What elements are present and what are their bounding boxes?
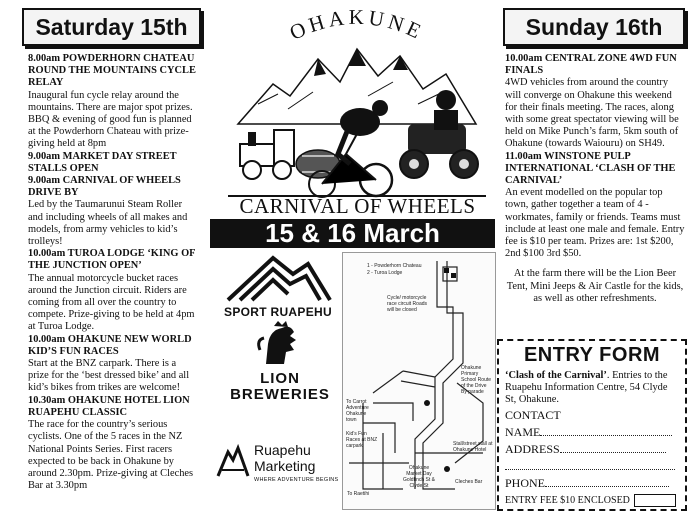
lion-breweries-logo bbox=[224, 320, 336, 403]
event-title: 10.00am TUROA LODGE ‘KING OF THE JUNCTION OPEN’ bbox=[28, 248, 196, 272]
event-king-of-junction bbox=[28, 248, 196, 333]
map-label-cleches: Cleches Bar bbox=[455, 479, 483, 485]
phone-field[interactable] bbox=[505, 475, 679, 492]
name-label: NAME bbox=[505, 425, 541, 439]
town-arc-title: OHAKUNE bbox=[285, 4, 429, 45]
fee-label: ENTRY FEE $10 ENCLOSED bbox=[505, 495, 630, 506]
name-line[interactable] bbox=[540, 435, 672, 436]
entry-form-intro bbox=[505, 370, 679, 406]
map-label-raetihi: To Raetihi bbox=[347, 491, 370, 497]
sunday-events bbox=[505, 53, 685, 305]
saturday-heading-box bbox=[22, 8, 201, 46]
lion-line2: BREWERIES bbox=[230, 386, 330, 403]
map-label-kids: Kid’s Fun Races at BNZ carpark bbox=[346, 431, 378, 449]
event-body: Start at the BNZ carpark. There is a prize for the ‘best dressed bike’ and all kid’s bikes from trikes are welcome! bbox=[28, 358, 190, 394]
entry-form bbox=[497, 339, 687, 511]
map-legend-2: 2 - Turoa Lodge bbox=[367, 270, 403, 276]
event-drive-by bbox=[28, 175, 196, 248]
event-kids-fun-races bbox=[28, 334, 196, 395]
farm-note: At the farm there will be the Lion Beer Tent, Mini Jeeps & Air Castle for the kids, as well as other refreshments. bbox=[506, 268, 684, 304]
saturday-events bbox=[28, 53, 196, 492]
map-legend-1: 1 - Powderhorn Chateau bbox=[367, 263, 422, 269]
sunday-heading: Sunday 16th bbox=[525, 14, 663, 40]
event-title: 9.00am CARNIVAL OF WHEELS DRIVE BY bbox=[28, 175, 181, 199]
event-map bbox=[342, 252, 496, 510]
address-field[interactable] bbox=[505, 441, 679, 458]
map-label-left: To Carrot Adventure Ohakune town bbox=[346, 399, 369, 423]
map-label-school: Ohakune Primary School Route of the Drive By parade bbox=[461, 365, 492, 395]
carnival-title: CARNIVAL OF WHEELS bbox=[239, 194, 476, 218]
address-label: ADDRESS bbox=[505, 442, 560, 456]
phone-label: PHONE bbox=[505, 476, 546, 490]
entry-intro-rest: . Entries to the Ruapehu Information Centre, 54 Clyde St, Ohakune. bbox=[505, 370, 668, 405]
ruapehu-tagline: WHERE ADVENTURE BEGINS bbox=[254, 477, 339, 483]
entry-fields bbox=[505, 407, 679, 509]
event-lion-classic bbox=[28, 395, 196, 493]
event-body: An event modelled on the popular top town, gather together a team of 4 - workmates, family or friends. Teams must include at least one male and female. Entry fee is $10 per team. Prizes are: 1st $200, 2nd $100 3rd $50. bbox=[505, 187, 685, 260]
entry-intro-bold: ‘Clash of the Carnival’ bbox=[505, 370, 607, 381]
phone-line[interactable] bbox=[545, 486, 669, 487]
dates-banner bbox=[210, 219, 495, 248]
event-body: The race for the country’s serious cyclists. One of the 5 races in the NZ National Points Series. First racers expected to be back in Ohakune by around 2.30pm. Prize-giving at Cleches Bar at 3.30pm bbox=[28, 419, 194, 492]
saturday-heading: Saturday 15th bbox=[35, 14, 188, 40]
event-title: 11.00am WINSTONE PULP INTERNATIONAL ‘CLASH OF THE CARNIVAL’ bbox=[505, 150, 676, 187]
event-body: The annual motorcycle bucket races around the Junction circuit. Riders are coming from all over the country to compete. Prize-giving to be held at 4pm at Turoa Lodge. bbox=[28, 272, 195, 333]
map-label-stall: Stall/street stall at Ohakune Hotel bbox=[453, 441, 493, 453]
event-body: Inaugural fun cycle relay around the mountains. There are major spot prizes. BBQ & evening of good fun is planned at the Powderhorn Chateau with prize-giving held at 8pm bbox=[28, 89, 193, 150]
event-body: Led by the Taumarunui Steam Roller and including wheels of all makes and models, from army vehicles to kid’s trolleys! bbox=[28, 199, 188, 248]
sport-ruapehu-logo bbox=[218, 254, 338, 319]
event-4wd-finals bbox=[505, 53, 685, 151]
lion-crest-icon bbox=[250, 320, 310, 366]
mountain-stripes-icon bbox=[218, 254, 338, 302]
event-market-day bbox=[28, 151, 196, 175]
event-title: 10.30am OHAKUNE HOTEL LION RUAPEHU CLASSIC bbox=[28, 394, 190, 418]
mountain-mark-icon bbox=[216, 442, 250, 478]
ruapehu-name-2: Marketing bbox=[254, 458, 316, 474]
event-title: 10.00am CENTRAL ZONE 4WD FUN FINALS bbox=[505, 53, 677, 77]
address-line[interactable] bbox=[560, 452, 666, 453]
ruapehu-name-1: Ruapehu bbox=[254, 442, 311, 458]
event-clash-of-carnival bbox=[505, 151, 685, 261]
fee-row bbox=[505, 492, 679, 509]
cyclists-illustration bbox=[218, 4, 496, 200]
lion-line1: LION bbox=[260, 370, 300, 387]
map-label-market: Ohakune Market Day Goldfinch St & Clyde St bbox=[403, 465, 435, 489]
carnival-illustration bbox=[218, 4, 496, 200]
fee-checkbox[interactable] bbox=[634, 494, 676, 507]
entry-form-heading: ENTRY FORM bbox=[523, 344, 661, 366]
lion-breweries-name bbox=[224, 371, 336, 403]
sunday-heading-box bbox=[503, 8, 685, 46]
dates-text: 15 & 16 March bbox=[265, 218, 440, 248]
contact-label: CONTACT bbox=[505, 408, 561, 422]
ruapehu-marketing-logo bbox=[216, 440, 344, 490]
event-title: 9.00am MARKET DAY STREET STALLS OPEN bbox=[28, 150, 177, 174]
address-line-2[interactable] bbox=[505, 469, 675, 470]
sport-ruapehu-name: SPORT RUAPEHU bbox=[224, 305, 332, 319]
event-title: 8.00am POWDERHORN CHATEAU ROUND THE MOUNTAINS CYCLE RELAY bbox=[28, 53, 196, 89]
event-body: 4WD vehicles from around the country will converge on Ohakune this weekend for their finals meeting. The races, along with some great spectator viewing will be held on Mike Punch’s farm, 5km south of Ohakune (towards Waiouru) on SH49. bbox=[505, 77, 679, 150]
map-label-cycle: Cycle/ motorcycle race circuit Roads will be closed bbox=[387, 295, 428, 313]
name-field[interactable] bbox=[505, 424, 679, 441]
address-field-2[interactable] bbox=[505, 458, 679, 475]
svg-text:OHAKUNE bbox=[286, 5, 428, 45]
event-cycle-relay bbox=[28, 53, 196, 151]
event-title: 10.00am OHAKUNE NEW WORLD KID’S FUN RACES bbox=[28, 333, 192, 357]
